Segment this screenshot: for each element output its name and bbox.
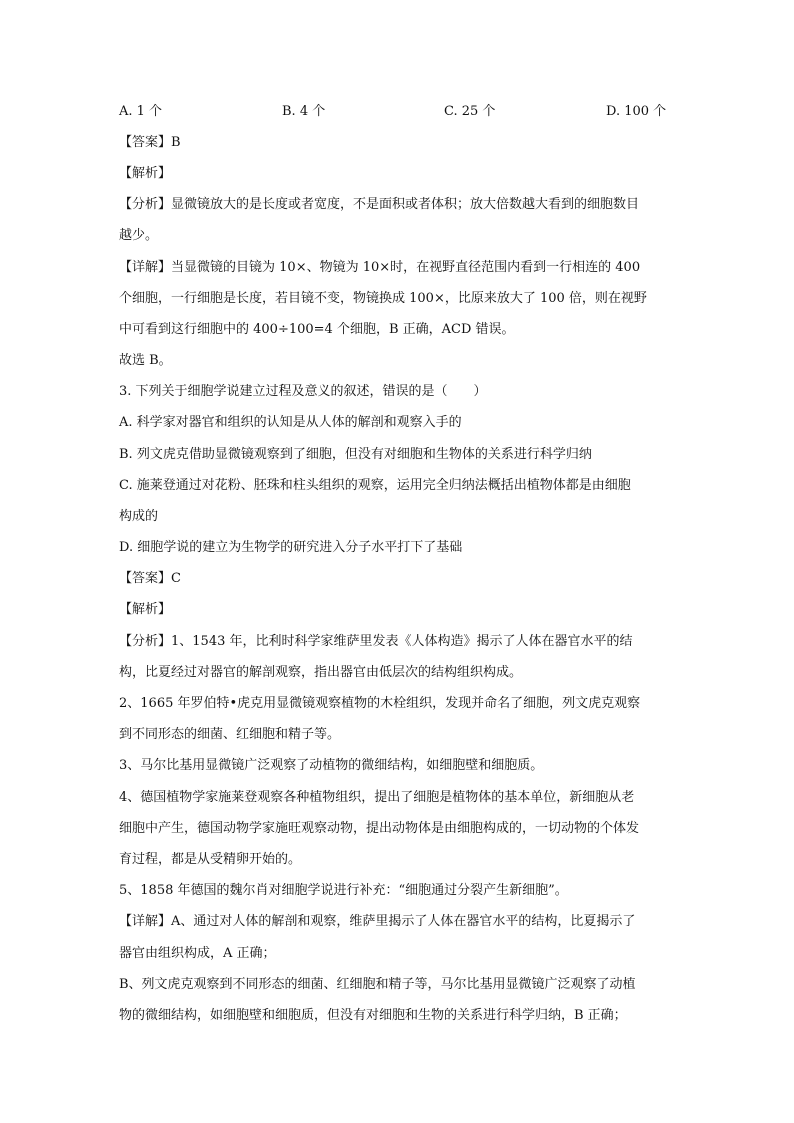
q3-fenxi-line: 5、1858 年德国的魏尔肖对细胞学说进行补充：“细胞通过分裂产生新细胞”。	[119, 883, 568, 898]
q3-xiangjie-line: 器官由组织构成，A 正确；	[119, 946, 276, 961]
q3-option-c-cont: 构成的	[119, 509, 159, 524]
q3-option-b: B. 列文虎克借助显微镜观察到了细胞，但没有对细胞和生物体的关系进行科学归纳	[119, 447, 592, 462]
option-b: B. 4 个	[282, 104, 326, 119]
q2-answer: 【答案】B	[119, 135, 181, 150]
option-a: A. 1 个	[119, 104, 163, 119]
q3-fenxi-line: 2、1665 年罗伯特•虎克用显微镜观察植物的木栓组织，发现并命名了细胞，列文虎克观察	[119, 696, 641, 711]
q3-fenxi-line: 到不同形态的细菌、红细胞和精子等。	[119, 727, 341, 742]
q3-xiangjie-line: B、列文虎克观察到不同形态的细菌、红细胞和精子等，马尔比基用显微镜广泛观察了动植	[119, 977, 636, 992]
q3-stem: 3. 下列关于细胞学说建立过程及意义的叙述，错误的是（ ）	[119, 384, 487, 399]
option-c: C. 25 个	[444, 104, 496, 119]
q2-xiangjie: 【详解】当显微镜的目镜为 10×、物镜为 10×时，在视野直径范围内看到一行相连的 400	[119, 260, 641, 275]
q3-fenxi-line: 3、马尔比基用显微镜广泛观察了动植物的微细结构，如细胞壁和细胞质。	[119, 758, 544, 773]
q3-option-d: D. 细胞学说的建立为生物学的研究进入分子水平打下了基础	[119, 540, 463, 555]
q3-fenxi-line: 细胞中产生，德国动物学家施旺观察动物，提出动物体是由细胞构成的，一切动物的个体发	[119, 821, 640, 836]
q3-fenxi: 【分析】1、1543 年，比利时科学家维萨里发表《人体构造》揭示了人体在器官水平的结	[119, 634, 633, 649]
q3-answer: 【答案】C	[119, 571, 181, 586]
option-d: D. 100 个	[606, 104, 667, 119]
q3-fenxi-line: 构，比夏经过对器官的解剖观察，指出器官由低层次的结构组织构成。	[119, 665, 523, 680]
q3-fenxi-line: 育过程，都是从受精卵开始的。	[119, 852, 302, 867]
q3-fenxi-line: 4、德国植物学家施莱登观察各种植物组织，提出了细胞是植物体的基本单位，新细胞从老	[119, 790, 635, 805]
q2-xiangjie-line: 中可看到这行细胞中的 400÷100=4 个细胞，B 正确，ACD 错误。	[119, 322, 515, 337]
q3-option-c: C. 施莱登通过对花粉、胚珠和柱头组织的观察，运用完全归纳法概括出植物体都是由细胞	[119, 478, 631, 493]
q3-analysis-title: 【解析】	[119, 602, 172, 617]
q3-xiangjie: 【详解】A、通过对人体的解剖和观察，维萨里揭示了人体在器官水平的结构，比夏揭示了	[119, 914, 636, 929]
q3-xiangjie-line: 物的微细结构，如细胞壁和细胞质，但没有对细胞和生物的关系进行科学归纳，B 正确；	[119, 1008, 627, 1023]
q2-xiangjie-line: 个细胞，一行细胞是长度，若目镜不变，物镜换成 100×，比原来放大了 100 倍，则在视野	[119, 291, 647, 306]
q2-analysis-title: 【解析】	[119, 166, 172, 181]
q2-fenxi-line: 越少。	[119, 228, 159, 243]
q3-option-a: A. 科学家对器官和组织的认知是从人体的解剖和观察入手的	[119, 415, 462, 430]
q2-conclusion: 故选 B。	[119, 353, 172, 368]
q2-fenxi: 【分析】显微镜放大的是长度或者宽度，不是面积或者体积；放大倍数越大看到的细胞数目	[119, 197, 640, 212]
